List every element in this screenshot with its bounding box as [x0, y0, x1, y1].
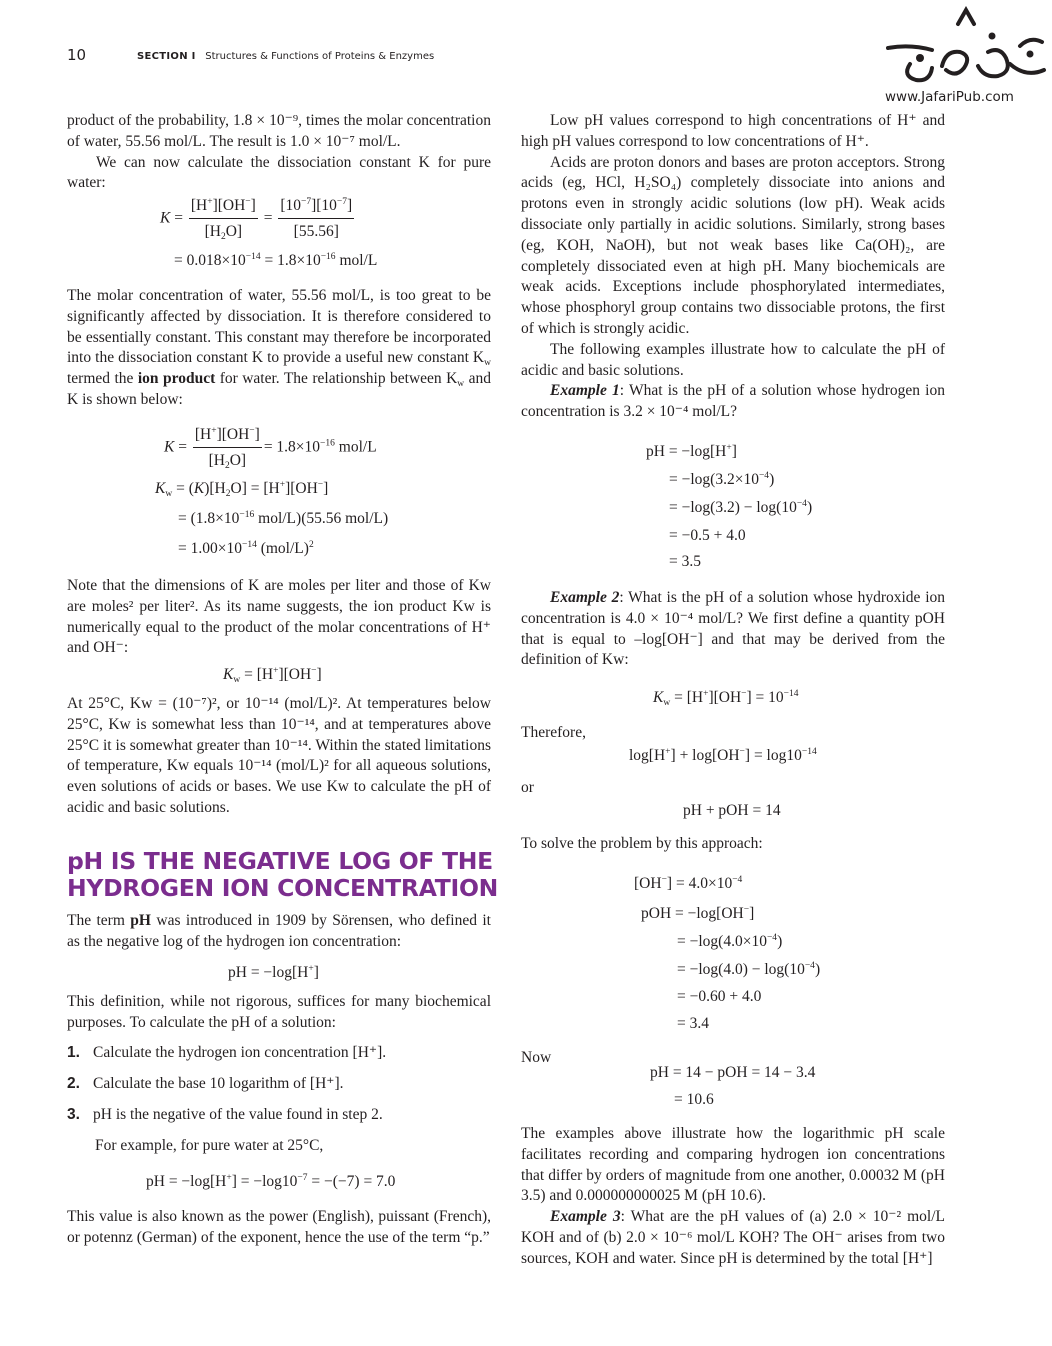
fraction-values: $\frac{[10^{-7}][10^{-7}]}{[55.56]}$ [280, 197, 353, 240]
label-therefore: Therefore, [521, 724, 586, 741]
equation-ph-result: = 10.6 [674, 1091, 714, 1108]
ex2-step-2: pOH = −log[OH−] [641, 905, 755, 922]
left-paragraph-1: product of the probability, 1.8 × 10⁻⁹, times the molar concentration of water, 55.56 mol/L. The result is 1.0 × 10⁻⁷ mol/L. We can now calculate the dissociation constant K for pure water: [67, 111, 491, 194]
equation-ph-definition: pH = −log[H+] [228, 964, 319, 981]
term-ion-product: ion product [137, 370, 216, 388]
ex2-step-5: = −0.60 + 4.0 [677, 988, 762, 1005]
term-ph: pH [130, 912, 151, 929]
example-2: Example 2: What is the pH of a solution whose hydroxide ion concentration is 4.0 × 10⁻⁴ mol/L? We first define a quantity pOH that is equal to –log[OH⁻] and that may be derived from the definition of Kw: [521, 589, 945, 669]
left-paragraph-7: This definition, while not rigorous, suffices for many biochemical purposes. To calculate the pH of a solution: [67, 993, 491, 1031]
step-3: 3. pH is the negative of the value found in step 2. [67, 1106, 383, 1123]
publisher-url: www.JafariPub.com [885, 89, 1014, 105]
label-now: Now [521, 1049, 552, 1066]
right-paragraph-final: The examples above illustrate how the logarithmic pH scale facilitates recording and comparing hydrogen ion concentrations that differ by orders of magnitude from one another, 0.00032 M (pH 3.5) and 0.000000000025 M (pH 10.6). Example 3: What are the pH values of (a) 2.0 × 10⁻² mol/L KOH and of (b) 2.0 × 10⁻⁶ mol/L KOH? The OH⁻ arises from two sources, KOH and water. Since pH is determined by the total [H⁺] [521, 1124, 945, 1270]
equation-kw-2: = ($1.8\times 10^{-16}$ mol/L)(55.56 mol/L) [178, 510, 389, 527]
left-paragraph-4: Note that the dimensions of K are moles per liter and those of Kw are moles² per liter². As its name suggests, the ion product Kw is numerically equal to the product of the molar concentrations of H⁺ and OH⁻: [67, 577, 491, 657]
example-3: Example 3: What are the pH values of (a) 2.0 × 10⁻² mol/L KOH and of (b) 2.0 × 10⁻⁶ mol/L KOH? The OH⁻ arises from two sources, KOH and water. Since pH is determined by the total [H⁺] [521, 1208, 946, 1267]
equation-k-result: = $0.018\times 10^{-14} = 1.8\times 10^{-16}$ mol/L [174, 252, 378, 269]
equation-log-sum: $\log[H^+] + \log[OH^-] = \log 10^{-14}$ [629, 747, 817, 764]
equation-ph-final: pH = 14 − pOH = 14 − 3.4 [650, 1064, 816, 1081]
equation-k-value: K = $\frac{[H^+][OH^-]}{[H_2O]}$ = $1.8\times 10^{-16}$ mol/L [164, 426, 377, 471]
ex1-step-2: = $-\log(3.2\times 10^{-4})$ [669, 471, 775, 488]
page-number: 10 [67, 46, 87, 64]
step-2: 2. Calculate the base 10 logarithm of [H⁺]. [67, 1075, 344, 1092]
example-1: Example 1: What is the pH of a solution whose hydrogen ion concentration is 3.2 × 10⁻⁴ mol/L? [521, 382, 945, 421]
ex1-step-5: = 3.5 [669, 553, 701, 570]
fraction-ions-water: $\frac{[H^+][OH^-]}{[H_2O]}$ [190, 197, 256, 242]
ex2-step-4: = $-\log(4.0) - \log(10^{-4})$ [677, 961, 821, 978]
section-heading: pH IS THE NEGATIVE LOG OF THE HYDROGEN ION CONCENTRATION [67, 847, 498, 902]
left-paragraph-3: The molar concentration of water, 55.56 mol/L, is too great to be significantly affected by dissociation. It is therefore considered to be essentially constant. This constant may therefore be incorporated into the dissociation constant K to provide a useful new constant $K_w$ termed the ion product for water. The relationship between $K_w$ and K is shown below: [67, 287, 491, 408]
equation-kw-log: $K_w = [H^+][OH^-] = 10^{-14}$ [653, 689, 799, 708]
left-paragraph-6: The term pH was introduced in 1909 by Sörensen, who defined it as the negative log of the hydrogen ion concentration: [67, 912, 491, 950]
right-paragraph-2: Acids are proton donors and bases are proton acceptors. Strong acids (eg, HCl, H₂SO₄) completely dissociate into anions and protons even in strongly acidic solutions (low pH). Weak acids dissociate only partially in acidic solutions. Similarly, strong bases (eg, KOH, NaOH), but not weak bases like Ca(OH)₂, are completely dissociated even at high pH. Many biochemicals are weak acids. Exceptions include phosphorylated intermediates, whose phosphoryl group contains two dissociable protons, the first of which is strongly acidic. [521, 153, 945, 337]
right-paragraph-1: Low pH values correspond to high concentrations of H⁺ and high pH values correspond to low concentrations of H⁺. Acids are proton donors and bases are proton acceptors. Strong acids (eg, HCl, H₂SO₄) completely dissociate into anions and protons even in strongly acidic solutions (low pH). Weak acids dissociate only partially in acidic solutions. Similarly, strong bases (eg, KOH, NaOH), but not weak bases like Ca(OH)₂, are completely dissociated even at high pH. Many biochemicals are weak acids. Exceptions include phosphorylated intermediates, whose phosphoryl group contains two dissociable protons, the first of which is strongly acidic. The following examples illustrate how to calculate the pH of acidic and basic solutions. Example 1: What is the pH of a solution whose hydrogen ion concentration is 3.2 × 10⁻⁴ mol/L? [521, 111, 945, 423]
equation-kw-product: $K_w = [H^+][OH^-]$ [223, 666, 322, 685]
left-paragraph-5: At 25°C, Kw = (10⁻⁷)², or 10⁻¹⁴ (mol/L)². At temperatures below 25°C, Kw is somewhat less than 10⁻¹⁴, and at temperatures above 25°C it is somewhat greater than 10⁻¹⁴. Within the stated limitations of temperature, Kw equals 10⁻¹⁴ (mol/L)² for all aqueous solutions, even solutions of acids or bases. We use Kw to calculate the pH of acidic and basic solutions. [67, 695, 491, 816]
section-label: SECTION I [137, 51, 196, 62]
ex2-step-6: = 3.4 [677, 1015, 709, 1032]
step-1: 1. Calculate the hydrogen ion concentration [H⁺]. [67, 1044, 387, 1061]
left-paragraph-2: We can now calculate the dissociation constant K for pure water: [67, 153, 491, 192]
label-solve: To solve the problem by this approach: [521, 835, 763, 852]
label-or: or [521, 779, 534, 796]
ex2-step-3: = $-\log(4.0\times 10^{-4})$ [677, 933, 783, 950]
ex1-step-3: = $-\log(3.2) - \log(10^{-4})$ [669, 499, 813, 516]
right-paragraph-3: The following examples illustrate how to calculate the pH of acidic and basic solutions. [521, 340, 945, 379]
equation-ph-poh: pH + pOH = 14 [683, 802, 781, 819]
left-paragraph-8: For example, for pure water at 25°C, [95, 1137, 324, 1154]
ex1-step-4: = −0.5 + 4.0 [669, 527, 746, 544]
equation-kw-3: = $1.00\times 10^{-14}$ $(mol/L)^2$ [178, 540, 314, 557]
equation-kw-1: $K_w = (K)[H_2O] = [H^+][OH^-]$ [155, 480, 329, 499]
equation-k-definition: K = $\frac{[H^+][OH^-]}{[H_2O]}$ = $\frac{[10^{-7}][10^{-7}]}{[55.56]}$ [160, 197, 353, 242]
ex2-step-1: $[OH^-] = 4.0\times 10^{-4}$ [634, 875, 743, 892]
section-title [137, 51, 434, 62]
equation-ph-pure-water: pH = $-\log[H^+] = -\log 10^{-7} = -(-7) = 7.0$ [146, 1173, 396, 1190]
left-paragraph-9: This value is also known as the power (English), puissant (French), or potennz (German) of the exponent, hence the use of the term “p.” [67, 1208, 491, 1246]
ex1-step-1: pH = −log[H+] [646, 443, 737, 460]
section-subtitle: Structures & Functions of Proteins & Enzymes [205, 51, 435, 62]
